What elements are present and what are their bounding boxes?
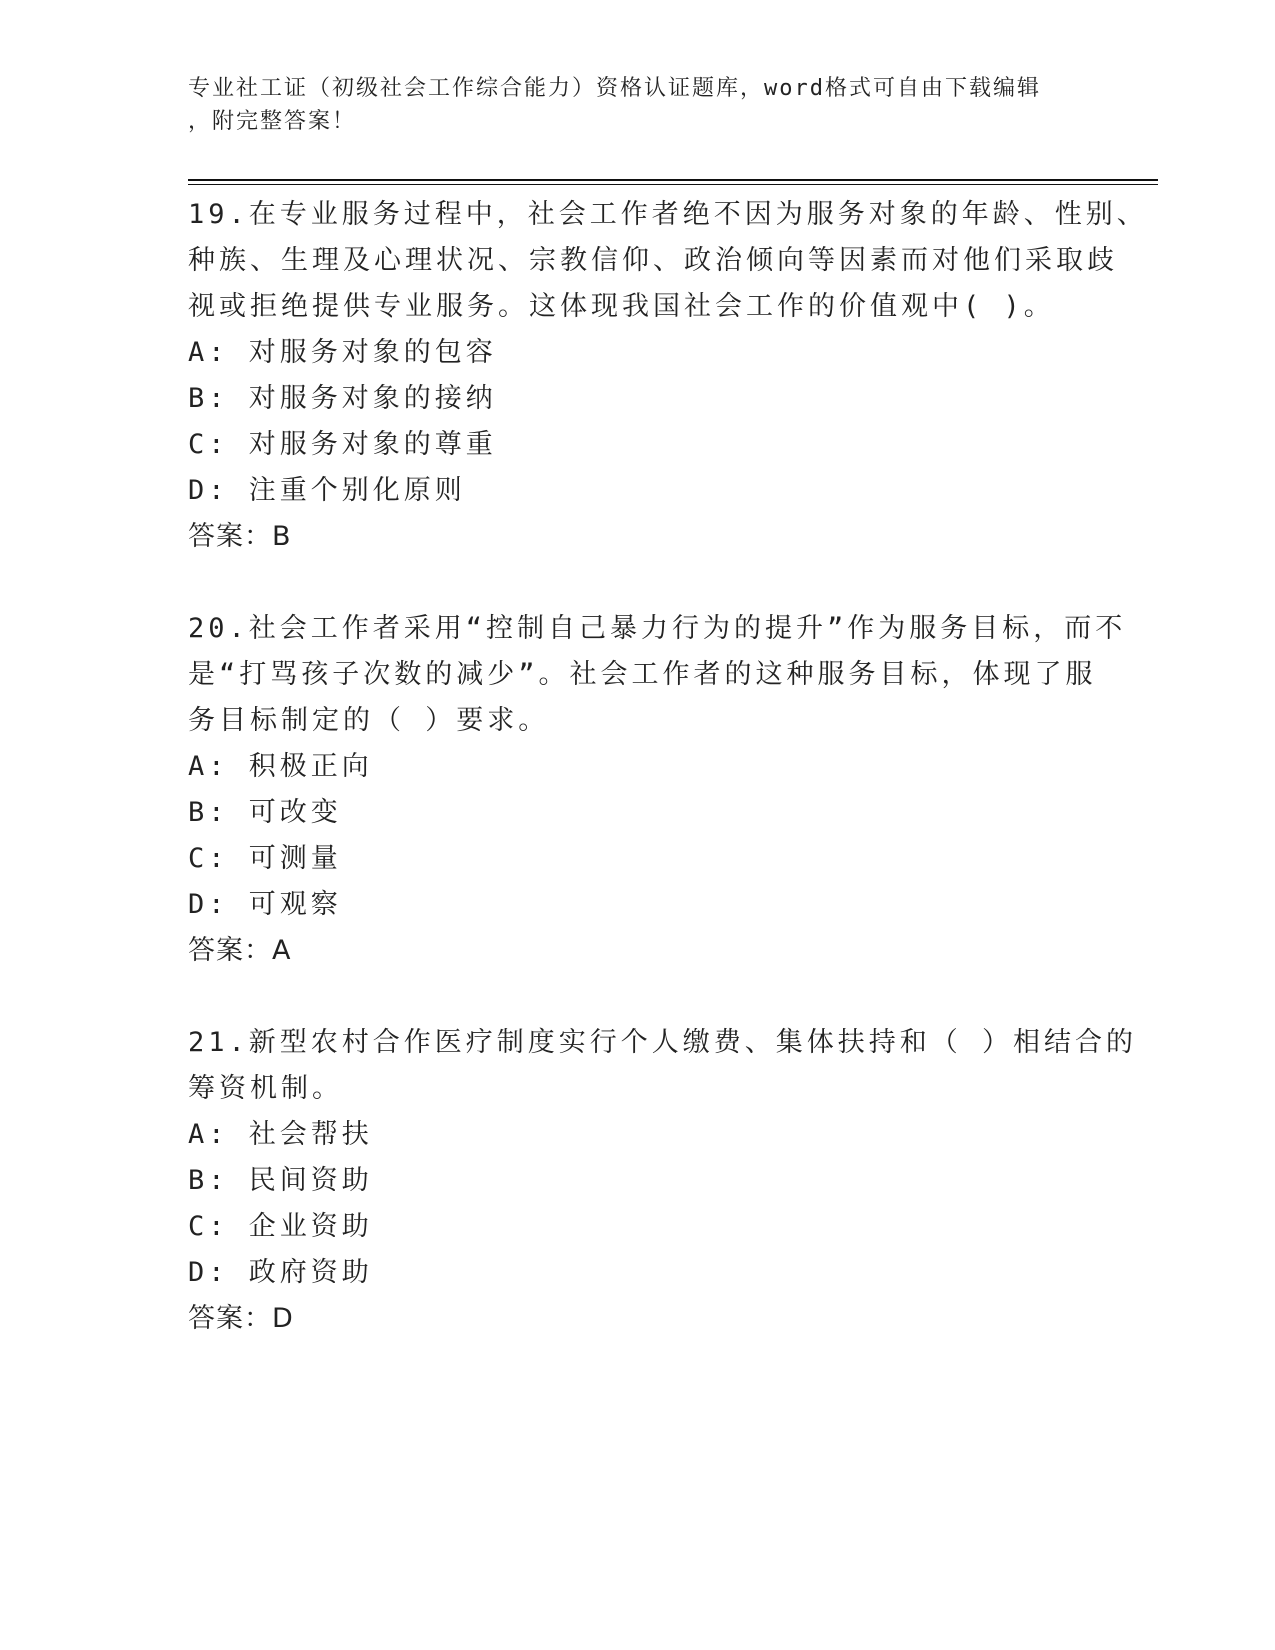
- question-20: [188, 606, 1127, 974]
- question-19: [188, 192, 1148, 560]
- question-text-line: 筹资机制。: [188, 1073, 343, 1104]
- question-text-line: 种族、生理及心理状况、宗教信仰、政治倾向等因素而对他们采取歧: [188, 245, 1118, 276]
- question-text-line: 务目标制定的（ ）要求。: [188, 705, 550, 736]
- answer-label: 答案：B: [188, 521, 292, 552]
- header-line-1: 专业社工证（初级社会工作综合能力）资格认证题库，word格式可自由下载编辑: [188, 76, 1041, 101]
- header-divider-thin: [188, 184, 1158, 185]
- question-spacer: [188, 560, 1088, 606]
- option-a: A: 对服务对象的包容: [188, 337, 497, 368]
- question-text-line: 是“打骂孩子次数的减少”。社会工作者的这种服务目标，体现了服: [188, 659, 1097, 690]
- question-spacer: [188, 974, 1088, 1020]
- option-d: D: 政府资助: [188, 1257, 373, 1288]
- question-text-line: 21.新型农村合作医疗制度实行个人缴费、集体扶持和（ ）相结合的: [188, 1027, 1138, 1058]
- option-b: B: 可改变: [188, 797, 342, 828]
- option-a: A: 社会帮扶: [188, 1119, 373, 1150]
- option-c: C: 企业资助: [188, 1211, 373, 1242]
- option-d: D: 可观察: [188, 889, 342, 920]
- question-21: [188, 1020, 1138, 1342]
- option-c: C: 可测量: [188, 843, 342, 874]
- option-c: C: 对服务对象的尊重: [188, 429, 497, 460]
- option-a: A: 积极正向: [188, 751, 373, 782]
- header-line-2: ，附完整答案！: [188, 109, 357, 134]
- answer-label: 答案：D: [188, 1303, 294, 1334]
- document-header: [188, 72, 1088, 138]
- answer-label: 答案：A: [188, 935, 292, 966]
- question-text-line: 20.社会工作者采用“控制自己暴力行为的提升”作为服务目标，而不: [188, 613, 1127, 644]
- option-b: B: 民间资助: [188, 1165, 373, 1196]
- header-divider-thick: [188, 179, 1158, 181]
- question-list: [188, 192, 1148, 1342]
- question-text-line: 视或拒绝提供专业服务。这体现我国社会工作的价值观中( )。: [188, 291, 1055, 322]
- question-text-line: 19.在专业服务过程中，社会工作者绝不因为服务对象的年龄、性别、: [188, 199, 1148, 230]
- option-b: B: 对服务对象的接纳: [188, 383, 497, 414]
- option-d: D: 注重个别化原则: [188, 475, 466, 506]
